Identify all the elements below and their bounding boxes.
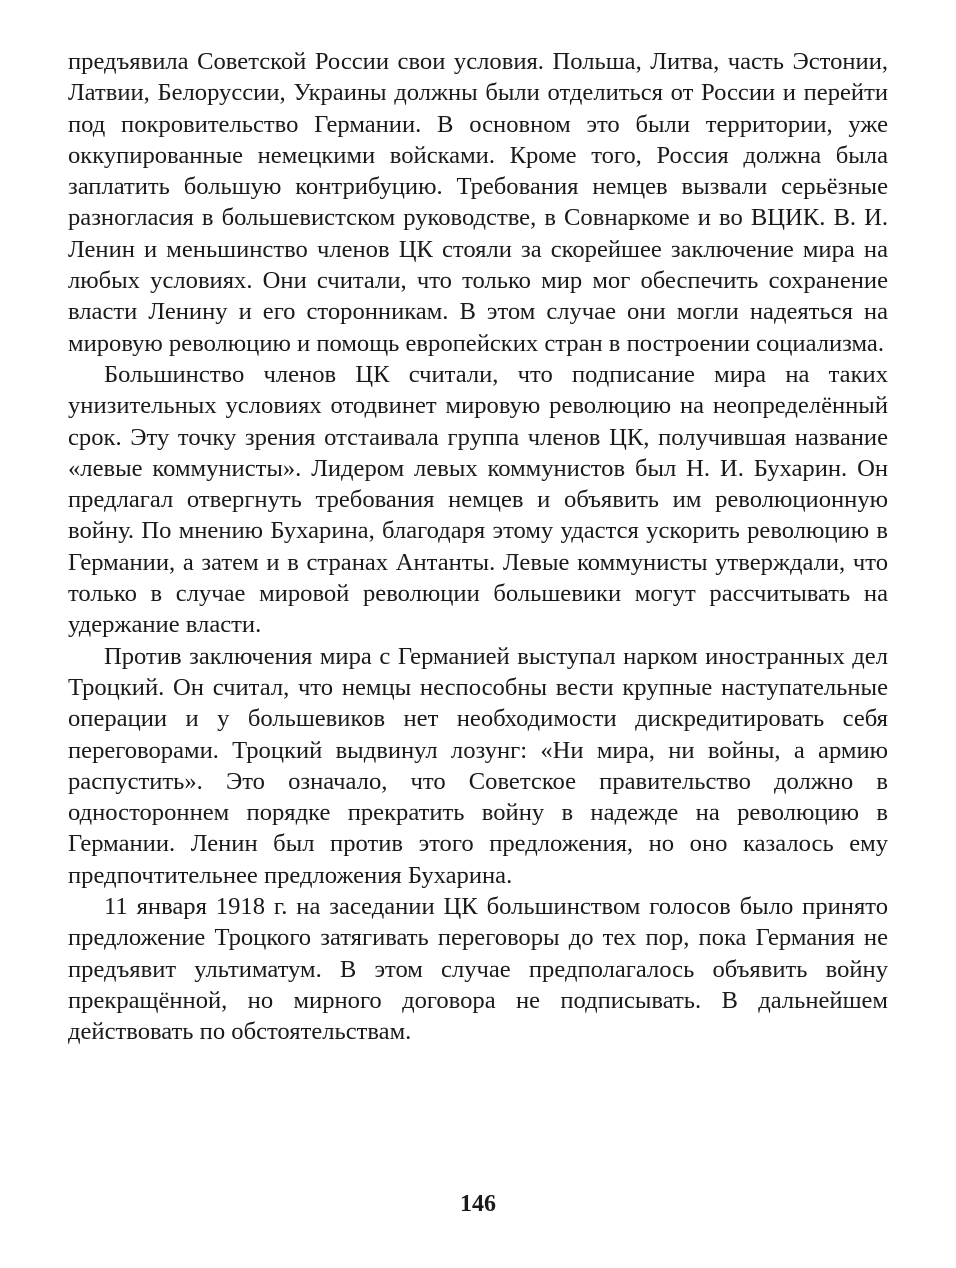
page-number: 146: [460, 1191, 496, 1217]
paragraph-4: 11 января 1918 г. на заседании ЦК большинством голосов было принято предложение Троцкого затягивать переговоры до тех пор, пока Германия не предъявит ультиматум. В этом случае предполагалось объявить войну прекращённой, но мирного договора не подписывать. В дальнейшем действовать по обстоятельствам.: [68, 893, 888, 1046]
page-body: [68, 46, 888, 1048]
paragraph-1: предъявила Советской России свои условия. Польша, Литва, часть Эстонии, Латвии, Белоруссии, Украины должны были отделиться от России и перейти под покровительство Германии. В основном это были территории, уже оккупированные немецкими войсками. Кроме того, Россия должна была заплатить большую контрибуцию. Требования немцев вызвали серьёзные разногласия в большевистском руководстве, в Совнаркоме и во ВЦИК. В. И. Ленин и меньшинство членов ЦК стояли за скорейшее заключение мира на любых условиях. Они считали, что только мир мог обеспечить сохранение власти Ленину и его сторонникам. В этом случае они могли надеяться на мировую революцию и помощь европейских стран в построении социализма.: [68, 48, 888, 357]
paragraph-2: Большинство членов ЦК считали, что подписание мира на таких унизительных условиях отодвинет мировую революцию на неопределённый срок. Эту точку зрения отстаивала группа членов ЦК, получившая название «левые коммунисты». Лидером левых коммунистов был Н. И. Бухарин. Он предлагал отвергнуть требования немцев и объявить им революционную войну. По мнению Бухарина, благодаря этому удастся ускорить революцию в Германии, а затем и в странах Антанты. Левые коммунисты утверждали, что только в случае мировой революции большевики могут рассчитывать на удержание власти.: [68, 360, 888, 639]
paragraph-3: Против заключения мира с Германией выступал нарком иностранных дел Троцкий. Он считал, что немцы неспособны вести крупные наступательные операции и у большевиков нет необходимости дискредитировать себя переговорами. Троцкий выдвинул лозунг: «Ни мира, ни войны, а армию распустить». Это означало, что Советское правительство должно в одностороннем порядке прекратить войну в надежде на революцию в Германии. Ленин был против этого предложения, но оно казалось ему предпочтительнее предложения Бухарина.: [68, 642, 888, 889]
